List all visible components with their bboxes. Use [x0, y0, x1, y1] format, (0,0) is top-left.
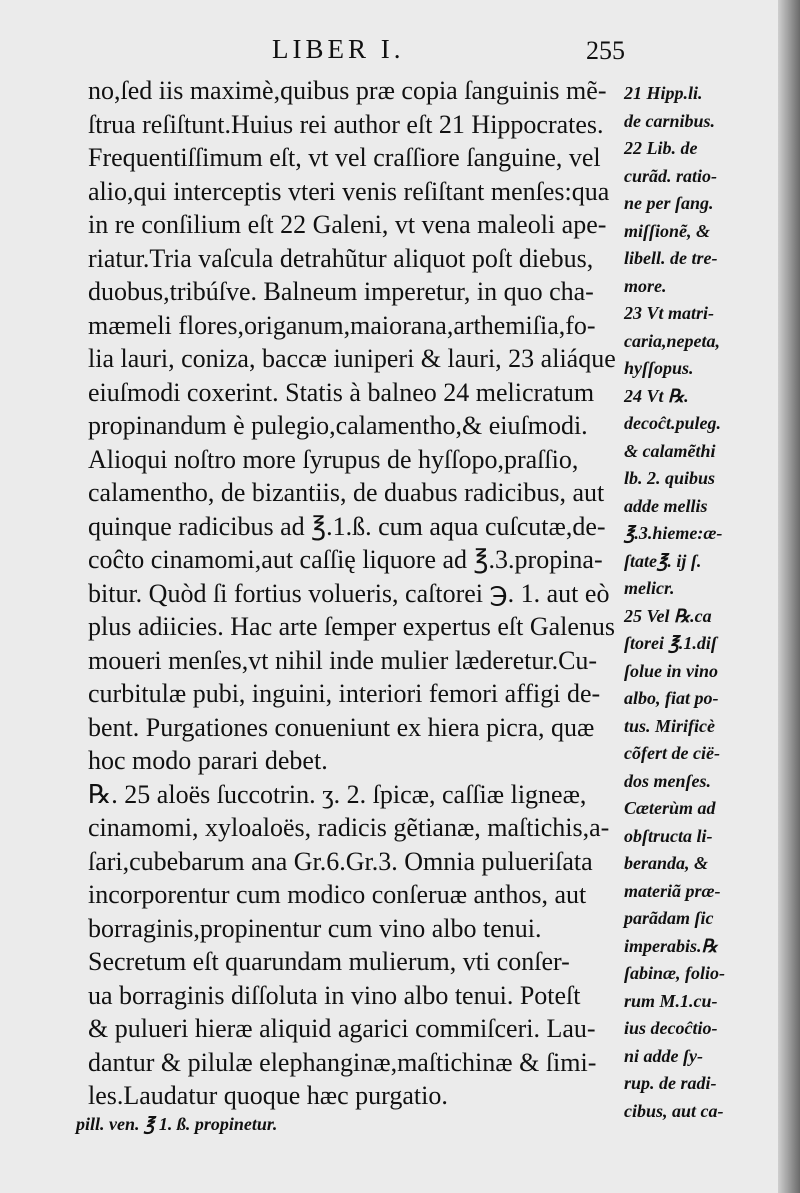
- margin-note-line: 23 Vt matri-: [624, 303, 715, 323]
- text-line: Secretum eſt quarundam mulierum, vti conſer-: [88, 947, 570, 976]
- margin-note-line: beranda, &: [624, 853, 709, 873]
- text-line: & pulueri hieræ aliquid agarici commiſceri. Lau-: [88, 1014, 596, 1043]
- margin-note-line: parãdam ſic: [624, 908, 714, 928]
- text-line: bitur. Quòd ſi fortius volueris, caſtorei ℈. 1. aut eò: [88, 578, 610, 608]
- text-line: riatur.Tria vaſcula detrahũtur aliquot poſt diebus,: [88, 243, 594, 273]
- margin-note-line: cibus, aut ca-: [624, 1100, 724, 1121]
- text-line: duobus,tribúſve. Balneum imperetur, in quo cha-: [88, 277, 594, 306]
- text-line: no,ſed iis maximè,quibus præ copia ſanguinis mẽ-: [88, 76, 607, 105]
- margin-note-line: obſtructa li-: [624, 825, 713, 846]
- margin-note-line: decoĉt.puleg.: [624, 413, 721, 433]
- margin-note-line: adde mellis: [624, 495, 708, 516]
- text-line: in re conſilium eſt 22 Galeni, vt vena maleoli ape-: [88, 210, 607, 239]
- text-line: Frequentiſſimum eſt, vt vel craſſiore ſanguine, vel: [88, 143, 601, 172]
- margin-note-line: ſtate℥. ij ſ.: [624, 550, 702, 571]
- margin-note-line: libell. de tre-: [624, 248, 718, 268]
- text-line: borraginis,propinentur cum vino albo tenui.: [88, 913, 542, 943]
- margin-note-line: ſabinæ, folio-: [624, 963, 725, 983]
- text-line: Alioqui noſtro more ſyrupus de hyſſopo,praſſio,: [88, 444, 579, 474]
- text-line: alio,qui interceptis vteri venis reſiſtant menſes:qua: [88, 176, 610, 206]
- text-line: calamentho, de bizantiis, de duabus radicibus, aut: [88, 478, 605, 507]
- margin-note-line: cõfert de cië-: [624, 743, 720, 763]
- text-line: propinandum è pulegio,calamentho,& eiuſmodi.: [88, 411, 588, 440]
- text-line: ſtrua reſiſtunt.Huius rei author eſt 21 Hippocrates.: [88, 109, 604, 139]
- margin-note-line: ℥.3.hieme:æ-: [624, 523, 723, 543]
- text-line: curbitulæ pubi, inguini, interiori femori affigi de-: [88, 679, 601, 708]
- margin-notes-column: [624, 80, 774, 1125]
- text-line: quinque radicibus ad ℥.1.ß. cum aqua cuſcutæ,de-: [88, 511, 606, 541]
- margin-note-line: tus. Mirificè: [624, 715, 716, 736]
- margin-note-line: rup. de radi-: [624, 1073, 717, 1093]
- page-gutter-shadow: [778, 0, 800, 1193]
- text-line: les.Laudatur quoque hæc purgatio.: [88, 1081, 448, 1110]
- margin-note-line: dos menſes.: [624, 770, 711, 791]
- margin-note-line: imperabis.℞: [624, 935, 718, 956]
- margin-note-line: melicr.: [624, 578, 675, 598]
- text-line: lia lauri, coniza, baccæ iuniperi & lauri, 23 aliáque: [88, 344, 616, 373]
- text-line: eiuſmodi coxerint. Statis à balneo 24 melicratum: [88, 377, 595, 407]
- text-line: hoc modo parari debet.: [88, 746, 328, 775]
- margin-note-line: ſolue in vino: [624, 660, 719, 681]
- margin-note-line: albo, fiat po-: [624, 688, 719, 708]
- margin-note-line: ſtorei ℥.1.diſ: [624, 633, 717, 653]
- running-head: LIBER I.: [272, 34, 405, 64]
- margin-note-line: rum M.1.cu-: [624, 990, 718, 1011]
- text-line: ua borraginis diſſoluta in vino albo tenui. Poteſt: [88, 980, 581, 1010]
- text-line: moueri menſes,vt nihil inde mulier læderetur.Cu-: [88, 645, 598, 675]
- footer-catchline: pill. ven. ℥ 1. ß. propinetur.: [76, 1114, 278, 1134]
- margin-note-line: lb. 2. quibus: [624, 468, 716, 488]
- text-line: ℞. 25 aloës ſuccotrin. ʒ. 2. ſpicæ, caſſiæ ligneæ,: [88, 779, 587, 809]
- text-line: plus adiicies. Hac arte ſemper expertus eſt Galenus: [88, 612, 616, 641]
- margin-note-line: curãd. ratio-: [624, 165, 718, 186]
- text-line: dantur & pilulæ elephanginæ,maſtichinæ & ſimi-: [88, 1047, 597, 1077]
- text-line: ſari,cubebarum ana Gr.6.Gr.3. Omnia pulueriſata: [88, 846, 593, 876]
- margin-note-line: 22 Lib. de: [624, 138, 698, 158]
- margin-note-line: caria,nepeta,: [624, 330, 720, 351]
- page-number: 255: [586, 36, 625, 65]
- margin-note-line: ius decoĉtio-: [624, 1018, 718, 1038]
- margin-note-line: de carnibus.: [624, 110, 716, 131]
- margin-note-line: 21 Hipp.li.: [624, 83, 703, 103]
- margin-note-line: Cæterùm ad: [624, 798, 716, 818]
- margin-note-line: miſſionẽ, &: [624, 220, 710, 241]
- margin-note-line: ni adde ſy-: [624, 1045, 703, 1066]
- margin-note-line: hyſſopus.: [624, 358, 694, 378]
- text-line: incorporentur cum modico conſeruæ anthos, aut: [88, 880, 587, 909]
- text-line: cinamomi, xyloaloës, radicis gẽtianæ, maſtichis,a-: [88, 813, 610, 842]
- margin-note-line: materiã præ-: [624, 880, 721, 901]
- margin-note-line: ne per ſang.: [624, 193, 714, 213]
- text-line: bent. Purgationes conueniunt ex hiera picra, quæ: [88, 712, 595, 742]
- text-line: coĉto cinamomi,aut caſſię liquore ad ℥.3.propina-: [88, 545, 603, 574]
- margin-note-line: more.: [624, 275, 667, 296]
- margin-note-line: & calamẽthi: [624, 440, 716, 461]
- margin-note-line: 25 Vel ℞.ca: [624, 605, 712, 626]
- main-text-column: [88, 74, 618, 1113]
- text-line: mæmeli flores,origanum,maiorana,arthemiſia,fo-: [88, 310, 596, 340]
- margin-note-line: 24 Vt ℞.: [624, 385, 689, 406]
